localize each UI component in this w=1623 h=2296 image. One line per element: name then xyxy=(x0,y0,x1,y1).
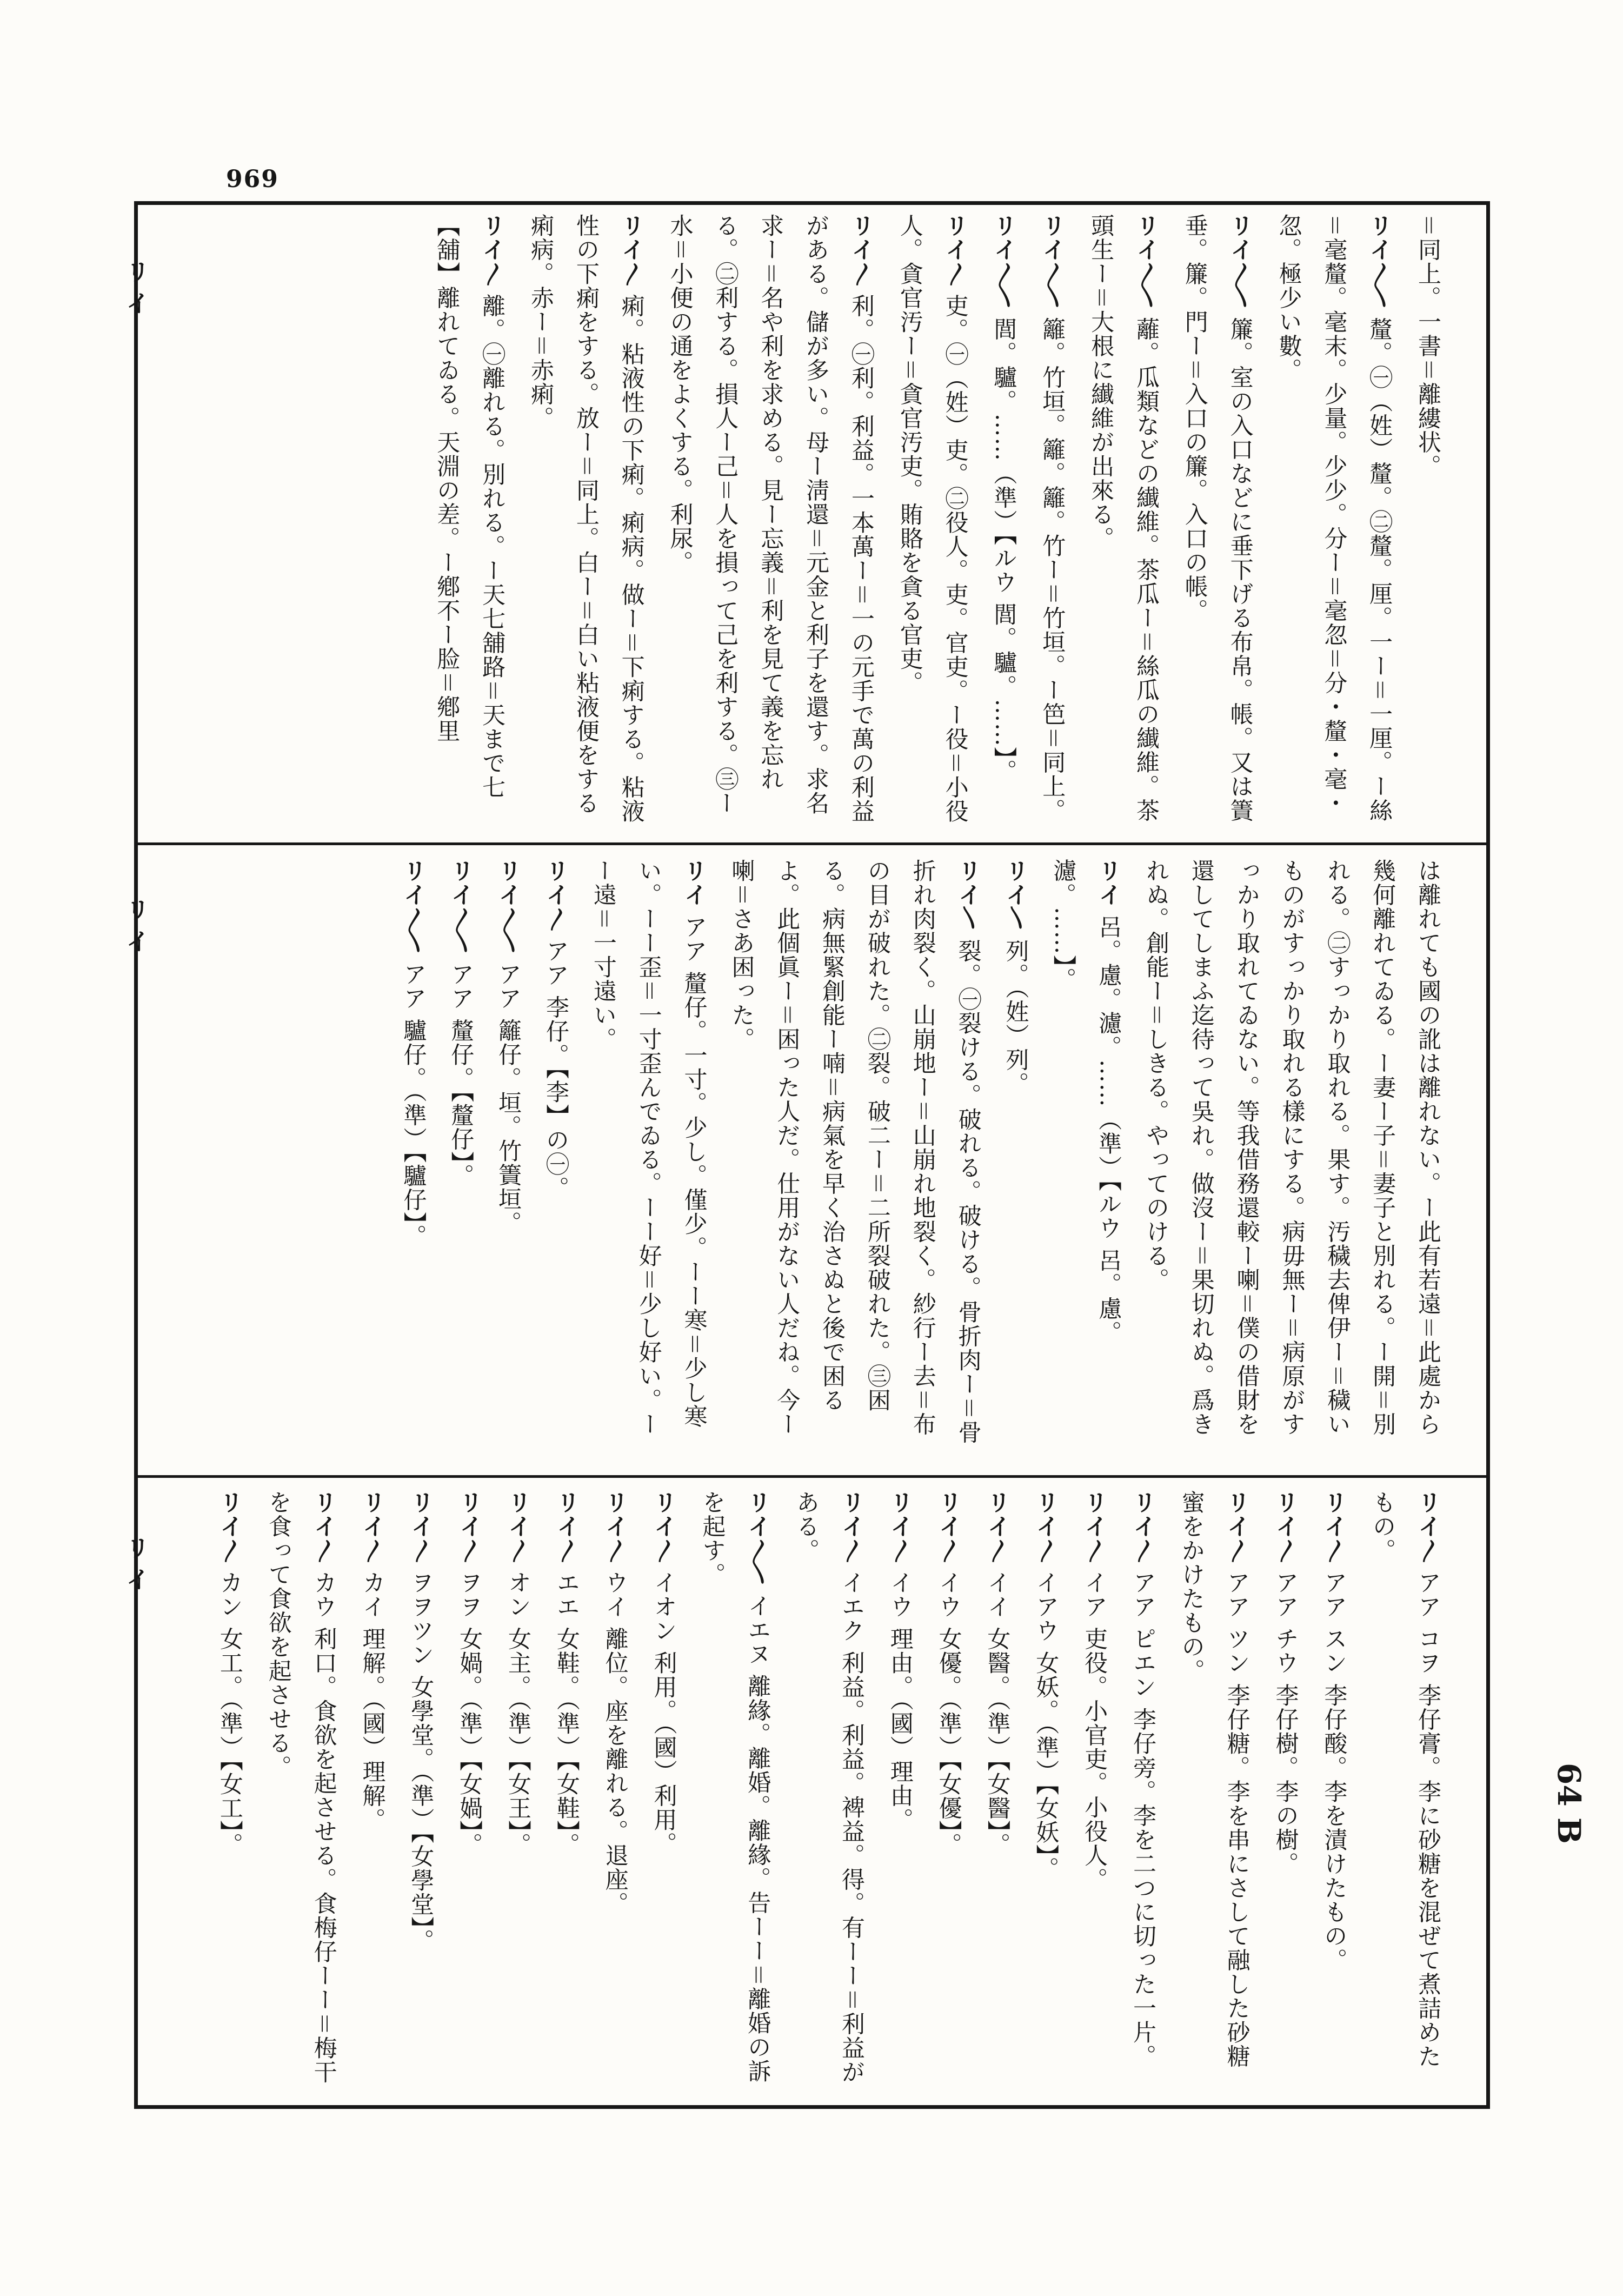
band-divider-2 xyxy=(134,1475,1490,1478)
entry-text: 簾。室の入口などに垂下げる布帛。帳。又は簀垂。簾。門ー＝入口の簾。入口の帳。 xyxy=(1181,214,1254,823)
entry-text: 呂。慮。濾。……（準）【ルウ 呂。慮。濾。……】。 xyxy=(1049,859,1122,1345)
entry-li-a-little xyxy=(580,859,716,1454)
entry-continuation xyxy=(1133,859,1450,1454)
entry-li-plum xyxy=(533,859,578,1454)
entry-text: ＝同上。一書＝離縷状。 xyxy=(1414,214,1441,479)
entry-text: 閭。驢。……（準）【ルウ 閭。驢。……】。 xyxy=(990,317,1017,784)
entry-text: イエヌ 離緣。離婚。離緣。告ーー＝離婚の訴を起す。 xyxy=(699,1490,771,2083)
entry-li-mao xyxy=(1266,214,1402,825)
entry-reading: リイ〳 xyxy=(504,1490,531,1563)
entry-reading: リイ〳 xyxy=(1129,1490,1156,1563)
entry-li-sudare xyxy=(1172,214,1262,825)
entry-text: 痢。粘液性の下痢。痢病。做ー＝下痢する。粘液性の下痢をする。放ー＝同上。白ー＝白い粘液便をする痢病。赤ー＝赤痢。 xyxy=(527,214,645,824)
dictionary-band-bottom xyxy=(142,1490,1482,2096)
entry-text: ヲヲ 女媧。（準）【女媧】。 xyxy=(456,1570,483,1857)
entry-reading: リイ xyxy=(680,859,708,907)
entry-reading: リイ〳 xyxy=(1081,1490,1108,1563)
entry-reading: リイ〳〵 xyxy=(990,214,1017,309)
page-number: 969 xyxy=(226,165,279,193)
entry-reading: リイ〳 xyxy=(1032,1490,1060,1563)
entry-reading: リイ〳〵 xyxy=(1226,214,1254,309)
entry-reading: リイ〳 xyxy=(310,1490,337,1563)
entry-text: 釐。㊀（姓）釐。㊁釐。厘。一ー＝一厘。ー絲＝毫釐。毫末。少量。少少。分ー＝毫忽＝分・釐・毫・忽。極少い數。 xyxy=(1275,214,1393,823)
entry-text: は離れても國の訛は離れない。ー此有若遠＝此處から幾何離れてゐる。ー妻ー子＝妻子と別れる。ー開＝別れる。㊁すっかり取れる。果す。汚穢去俾伊ー＝穢いものがすっかり取れる樣にする。病毋無ー＝病原がすっかり取れてゐない。等我借務還較ー喇＝僕の借財を還してしまふ迄待って吳れ。做沒ー＝果切れぬ。爲きれぬ。創能ー＝しきる。やってのける。 xyxy=(1142,859,1441,1436)
entry-text: イウ 女優。（準）【女優】。 xyxy=(935,1570,962,1857)
entry-reading: リイ〳〵 xyxy=(1132,214,1160,309)
margin-label-bottom: リイ xyxy=(122,1536,149,1598)
entry-reading: リイ〳 xyxy=(1414,1490,1441,1563)
entry-li-ro xyxy=(1040,859,1130,1454)
entry-mistress xyxy=(495,1490,540,2088)
sheet-mark: 64 B xyxy=(1551,1763,1587,1844)
entry-reading: リイ〳〵 xyxy=(744,1490,771,1586)
entry-text: 吏。㊀（姓）吏。㊁役人。吏。官吏。ー役＝小役人。貪官汚ー＝貪官汚吏。賄賂を貪る官吏。 xyxy=(896,214,969,824)
entry-reading: リイ〳 xyxy=(407,1490,435,1563)
entry-reading: リイ〳 xyxy=(553,1490,580,1563)
entry-minor-official xyxy=(1071,1490,1116,2088)
entry-female-doctor xyxy=(974,1490,1020,2088)
entry-use xyxy=(641,1490,686,2088)
entry-text: 籬。竹垣。籬。籬。竹ー＝竹垣。ー笆＝同上。 xyxy=(1039,317,1066,823)
entry-li-retsu xyxy=(993,859,1038,1454)
entry-li-official xyxy=(887,214,977,825)
entry-li-dysentery xyxy=(517,214,654,825)
entry-text: アア ピエン 李仔旁。李を二つに切った一片。 xyxy=(1129,1570,1156,2069)
entry-benefit xyxy=(783,1490,874,2088)
entry-text: アア 李仔。【李】の㊀。 xyxy=(542,939,569,1200)
entry-female-demon xyxy=(1022,1490,1068,2088)
entry-reason xyxy=(877,1490,922,2088)
dictionary-band-top xyxy=(142,214,1482,833)
entry-reading: リイ〵 xyxy=(954,859,982,931)
entry-li-tear xyxy=(719,859,990,1454)
entry-reading: リイ〳 xyxy=(456,1490,483,1563)
entry-reading: リイ〳〵 xyxy=(447,859,475,954)
entry-text: イエク 利益。利益。裨益。得。有ーー＝利益がある。 xyxy=(793,1490,865,2085)
entry-text: 離。㊀離れる。別れる。ー天七舖路＝天まで七【舖】離れてゐる。天淵の差。ー鄕不ー脸＝鄕里 xyxy=(433,214,506,800)
entry-reading: リイ〳 xyxy=(1272,1490,1299,1563)
entry-pickled-plum xyxy=(1311,1490,1356,2088)
entry-li-donkey xyxy=(390,859,436,1454)
entry-appetizer xyxy=(255,1490,346,2088)
entry-text: アア スン 李仔酸。李を漬けたもの。 xyxy=(1320,1570,1348,1973)
entry-reading: リイ〵 xyxy=(1002,859,1029,931)
entry-text: 列。（姓）列。 xyxy=(1002,939,1029,1096)
entry-reading: リイ〳 xyxy=(216,1490,243,1563)
entry-reading: リイ〳 xyxy=(983,1490,1011,1563)
entry-li-fence xyxy=(1029,214,1074,825)
entry-understanding xyxy=(349,1490,395,2088)
entry-li-fiber xyxy=(1077,214,1168,825)
entry-text: 利。㊀利。利益。一本萬ー＝一の元手で萬の利益がある。儲が多い。母ー淸還＝元金と利子を還す。求名求ー＝名や利を求める。見ー忘義＝利を見て義を忘れる。㊁利する。損人ー己＝人を損って己を利する。㊂ー水＝小便の通をよくする。利尿。 xyxy=(666,214,875,824)
entry-text: カン 女工。（準）【女工】。 xyxy=(216,1570,243,1857)
entry-female-shoes xyxy=(543,1490,589,2088)
entry-text: イイ 女醫。（準）【女醫】。 xyxy=(983,1570,1011,1857)
entry-reading: リイ〳 xyxy=(1320,1490,1348,1563)
entry-reading: リイ〳 xyxy=(601,1490,629,1563)
entry-li-gate xyxy=(981,214,1026,825)
entry-reading: リイ〳 xyxy=(478,214,506,286)
entry-candied-plum xyxy=(1168,1490,1259,2088)
entry-continuation xyxy=(1405,214,1450,825)
entry-reading: リイ〳 xyxy=(886,1490,914,1563)
entry-li-separate xyxy=(423,214,514,825)
entry-text: アア 釐仔。一寸。少し。僅少。ーー寒＝少し寒い。ーー歪＝一寸歪んでゐる。ーー好＝少し好い。ーー遠＝一寸遠い。 xyxy=(589,859,708,1436)
entry-divorce xyxy=(689,1490,780,2088)
entry-actress xyxy=(926,1490,971,2088)
entry-leave-seat xyxy=(592,1490,637,2088)
entry-female-worker xyxy=(207,1490,252,2088)
entry-text: エエ 女鞋。（準）【女鞋】。 xyxy=(553,1570,580,1857)
entry-reading: リイ〳 xyxy=(542,859,569,931)
entry-plum-tree xyxy=(1262,1490,1308,2088)
entry-li-rin xyxy=(437,859,483,1454)
entry-text: カイ 理解。（國）理解。 xyxy=(358,1570,386,1832)
entry-text: オン 女主。（準）【女王】。 xyxy=(504,1570,531,1857)
entry-reading: リイ〳〵 xyxy=(495,859,522,954)
entry-reading: リイ〳〵 xyxy=(400,859,427,954)
entry-text: アア ツン 李仔糖。李を串にさして融した砂糖蜜をかけたもの。 xyxy=(1178,1490,1250,2069)
entry-reading: リイ〳 xyxy=(935,1490,962,1563)
entry-li-hedge xyxy=(485,859,530,1454)
margin-label-middle: リイ xyxy=(122,898,149,960)
entry-text: 裂。㊀裂ける。破れる。破ける。骨折肉ー＝骨折れ肉裂く。山崩地ー＝山崩れ地裂く。紗行ー去＝布の目が破れた。㊁裂。破二ー＝二所裂破れた。㊂困る。病無緊創能ー喃＝病氣を早く治さぬと後で困るよ。此個眞ー＝困った人だ。仕用がない人だね。今ー喇＝さあ困った。 xyxy=(728,859,982,1445)
entry-reading: リイ〳 xyxy=(941,214,969,286)
entry-reading: リイ〳 xyxy=(837,1490,865,1563)
entry-text: 蘺。瓜類などの纎維。茶瓜ー＝絲瓜の纎維。茶頭生ー＝大根に纎維が出來る。 xyxy=(1087,214,1160,823)
entry-reading: リイ〳 xyxy=(1223,1490,1250,1563)
entry-reading: リイ〳 xyxy=(847,214,875,286)
entry-plum-paste xyxy=(1359,1490,1450,2088)
entry-nuwa xyxy=(446,1490,491,2088)
entry-text: イア 吏役。小官吏。小役人。 xyxy=(1081,1570,1108,1892)
entry-girls-school xyxy=(397,1490,443,2088)
entry-text: アア チウ 李仔樹。李の樹。 xyxy=(1272,1570,1299,1876)
entry-text: イウ 理由。（國）理由。 xyxy=(886,1570,914,1832)
entry-text: イオン 利用。（國）利用。 xyxy=(650,1570,677,1856)
entry-text: アア 籬仔。垣。竹簀垣。 xyxy=(495,962,522,1236)
entry-text: アア コヲ 李仔膏。李に砂糖を混ぜて煮詰めたもの。 xyxy=(1369,1490,1441,2069)
entry-reading: リイ〳 xyxy=(650,1490,677,1563)
entry-reading: リイ〳 xyxy=(358,1490,386,1563)
entry-reading: リイ〳〵 xyxy=(1366,214,1393,309)
entry-text: ヲヲツン 女學堂。（準）【女學堂】。 xyxy=(407,1570,435,1953)
entry-text: カウ 利口。食欲を起させる。食梅仔ーー＝梅干を食って食欲を起させる。 xyxy=(264,1490,337,2085)
entry-reading: リイ xyxy=(1095,859,1122,907)
entry-plum-half xyxy=(1120,1490,1165,2088)
entry-text: アア 釐仔。【釐仔】。 xyxy=(447,962,475,1188)
entry-text: ウイ 離位。座を離れる。退座。 xyxy=(601,1570,629,1916)
entry-reading: リイ〳 xyxy=(617,214,645,286)
entry-li-profit xyxy=(657,214,883,825)
band-divider-1 xyxy=(134,842,1490,845)
entry-text: イアウ 女妖。（準）【女妖】。 xyxy=(1032,1570,1060,1881)
margin-label-top: リイ xyxy=(122,260,149,322)
entry-text: アア 驢仔。（準）【驢仔】。 xyxy=(400,962,427,1249)
dictionary-band-middle xyxy=(142,859,1482,1462)
entry-reading: リイ〳〵 xyxy=(1039,214,1066,309)
